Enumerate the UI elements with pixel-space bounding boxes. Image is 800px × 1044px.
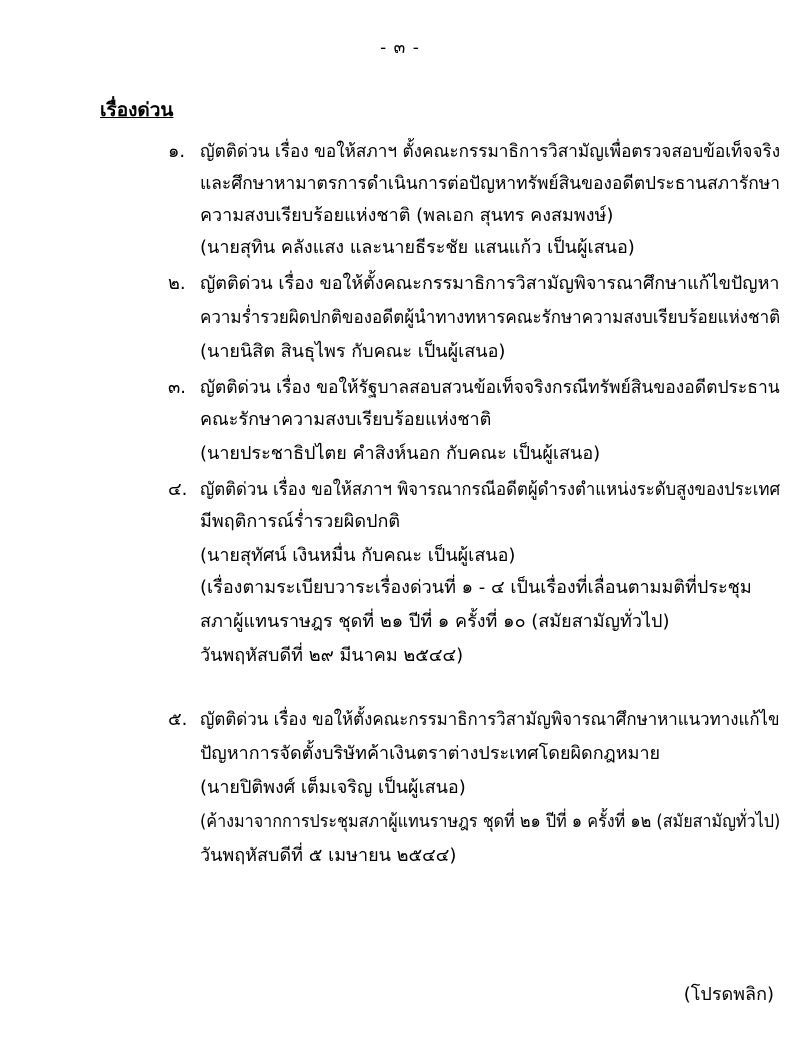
item-5-line-2: ปัญหาการจัดตั้งบริษัทค้าเงินตราต่างประเทศโดยผิดกฎหมาย bbox=[200, 743, 661, 764]
list-item-number: ๓. bbox=[168, 377, 187, 398]
item-1-line-3: ความสงบเรียบร้อยแห่งชาติ (พลเอก สุนทร คงสมพงษ์) bbox=[200, 205, 614, 226]
item-5-proposer: (นายปิติพงศ์ เต็มเจริญ เป็นผู้เสนอ) bbox=[200, 777, 466, 798]
item-4-note-line-2: สภาผู้แทนราษฎร ชุดที่ ๒๑ ปีที่ ๑ ครั้งที่ ๑๐ (สมัยสามัญทั่วไป) bbox=[200, 611, 670, 632]
item-4-proposer: (นายสุทัศน์ เงินหมื่น กับคณะ เป็นผู้เสนอ) bbox=[200, 545, 516, 566]
item-2-proposer: (นายนิสิต สินธุไพร กับคณะ เป็นผู้เสนอ) bbox=[200, 341, 506, 362]
item-1-line-1: ญัตติด่วน เรื่อง ขอให้สภาฯ ตั้งคณะกรรมาธิการวิสามัญเพื่อตรวจสอบข้อเท็จจริง bbox=[200, 141, 781, 162]
section-heading: เรื่องด่วน bbox=[100, 99, 174, 121]
list-item-number: ๕. bbox=[168, 709, 188, 730]
list-item-number: ๒. bbox=[168, 273, 186, 294]
list-item-number: ๑. bbox=[168, 141, 186, 162]
item-3-line-1: ญัตติด่วน เรื่อง ขอให้รัฐบาลสอบสวนข้อเท็จจริงกรณีทรัพย์สินของอดีตประธาน bbox=[200, 377, 780, 398]
item-4-line-1: ญัตติด่วน เรื่อง ขอให้สภาฯ พิจารณากรณีอดีตผู้ดำรงตำแหน่งระดับสูงของประเทศ bbox=[200, 479, 781, 500]
turn-over-note: (โปรดพลิก) bbox=[683, 984, 774, 1005]
page-number: - ๓ - bbox=[380, 38, 420, 58]
item-4-note-line-1: (เรื่องตามระเบียบวาระเรื่องด่วนที่ ๑ - ๔ เป็นเรื่องที่เลื่อนตามมติที่ประชุม bbox=[200, 577, 752, 598]
item-1-proposer: (นายสุทิน คลังแสง และนายธีระชัย แสนแก้ว เป็นผู้เสนอ) bbox=[200, 237, 635, 258]
item-5-line-1: ญัตติด่วน เรื่อง ขอให้ตั้งคณะกรรมาธิการวิสามัญพิจารณาศึกษาหาแนวทางแก้ไข bbox=[200, 709, 780, 730]
item-2-line-2: ความร่ำรวยผิดปกติของอดีตผู้นำทางทหารคณะรักษาความสงบเรียบร้อยแห่งชาติ bbox=[200, 307, 781, 328]
item-3-line-2: คณะรักษาความสงบเรียบร้อยแห่งชาติ bbox=[200, 409, 492, 430]
item-5-note-line-2: วันพฤหัสบดีที่ ๕ เมษายน ๒๕๔๔) bbox=[200, 845, 457, 866]
item-3-proposer: (นายประชาธิปไตย คำสิงห์นอก กับคณะ เป็นผู้เสนอ) bbox=[200, 443, 601, 464]
item-2-line-1: ญัตติด่วน เรื่อง ขอให้ตั้งคณะกรรมาธิการวิสามัญพิจารณาศึกษาแก้ไขปัญหา bbox=[200, 273, 780, 294]
list-item-number: ๔. bbox=[168, 479, 188, 500]
item-4-line-2: มีพฤติการณ์ร่ำรวยผิดปกติ bbox=[200, 511, 401, 532]
item-1-line-2: และศึกษาหามาตรการดำเนินการต่อปัญหาทรัพย์สินของอดีตประธานสภารักษา bbox=[200, 173, 781, 194]
item-5-note-line-1: (ค้างมาจากการประชุมสภาผู้แทนราษฎร ชุดที่ ๒๑ ปีที่ ๑ ครั้งที่ ๑๒ (สมัยสามัญทั่วไป) bbox=[200, 811, 781, 832]
item-4-note-line-3: วันพฤหัสบดีที่ ๒๙ มีนาคม ๒๕๔๔) bbox=[200, 645, 464, 666]
